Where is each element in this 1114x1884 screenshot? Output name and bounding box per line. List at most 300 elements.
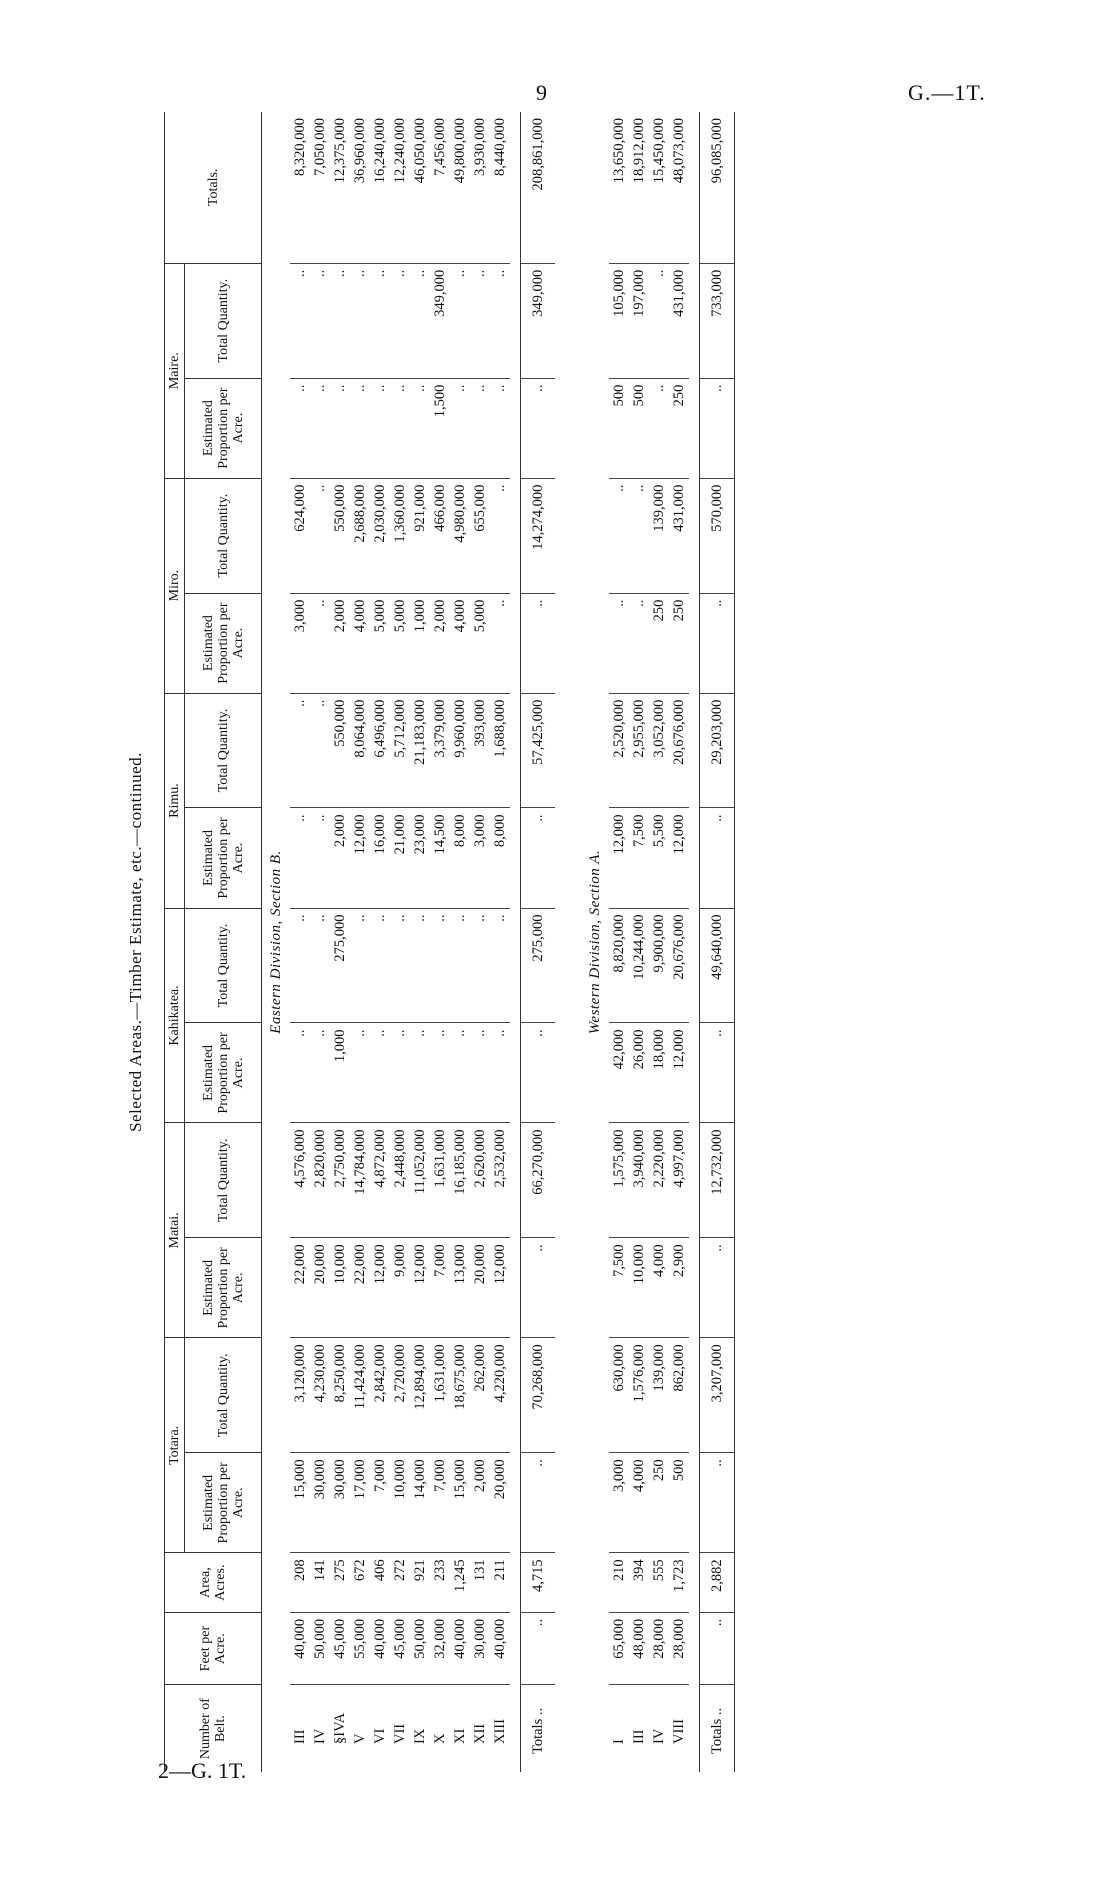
table-cell: .. xyxy=(390,908,410,1023)
table-cell: 7,000 xyxy=(430,1238,450,1338)
table-cell: 15,000 xyxy=(450,1453,470,1553)
table-cell: 6,496,000 xyxy=(370,693,390,808)
table-row xyxy=(649,112,669,1772)
table-cell: 2,220,000 xyxy=(649,1123,669,1238)
table-cell: 2,688,000 xyxy=(350,478,370,593)
table-cell: 55,000 xyxy=(350,1612,370,1684)
table-cell: 2,448,000 xyxy=(390,1123,410,1238)
subheader-total-quantity: Total Quantity. xyxy=(185,478,262,593)
table-cell: 16,240,000 xyxy=(370,112,390,263)
table-cell: .. xyxy=(490,593,510,693)
row-label: XI xyxy=(452,1728,468,1744)
table-cell: 8,000 xyxy=(490,808,510,908)
table-cell: 2,820,000 xyxy=(310,1123,330,1238)
row-label: VI xyxy=(372,1728,388,1744)
table-cell: 4,000 xyxy=(649,1238,669,1338)
table-cell: 1,575,000 xyxy=(609,1123,629,1238)
row-label: §IVA xyxy=(332,1712,348,1744)
table-cell: 250 xyxy=(669,378,689,478)
table-cell: 7,050,000 xyxy=(310,112,330,263)
subheader-estimated-proportion: Estimated Proportion per Acre. xyxy=(185,593,262,693)
table-cell: 2,882 xyxy=(700,1553,735,1613)
table-cell: 45,000 xyxy=(330,1612,350,1684)
table-cell: 4,000 xyxy=(629,1453,649,1553)
table-cell: 4,997,000 xyxy=(669,1123,689,1238)
subheader-total-quantity: Total Quantity. xyxy=(185,1338,262,1453)
table-cell: .. xyxy=(450,1023,470,1123)
table-cell: 48,073,000 xyxy=(669,112,689,263)
header-matai: Matai. xyxy=(165,1123,185,1338)
table-cell: 12,894,000 xyxy=(410,1338,430,1453)
table-cell: 20,000 xyxy=(490,1453,510,1553)
row-label: IX xyxy=(412,1728,428,1744)
table-cell: 262,000 xyxy=(470,1338,490,1453)
footer-reference: 2—G. 1T. xyxy=(158,1758,247,1783)
row-label: III xyxy=(631,1729,647,1744)
section-title-row xyxy=(262,112,291,1772)
table-cell: 42,000 xyxy=(609,1023,629,1123)
table-cell: 26,000 xyxy=(629,1023,649,1123)
table-cell: .. xyxy=(490,263,510,378)
table-cell: 1,360,000 xyxy=(390,478,410,593)
table-cell: .. xyxy=(390,263,410,378)
row-label: VII xyxy=(392,1723,408,1744)
table-cell: 431,000 xyxy=(669,263,689,378)
table-cell: .. xyxy=(370,378,390,478)
table-cell: 21,183,000 xyxy=(410,693,430,808)
table-cell: 555 xyxy=(649,1553,669,1613)
table-cell: 233 xyxy=(430,1553,450,1613)
table-cell: 66,270,000 xyxy=(521,1123,556,1238)
table-cell: .. xyxy=(430,1023,450,1123)
table-cell: 23,000 xyxy=(410,808,430,908)
table-cell: 431,000 xyxy=(669,478,689,593)
table-cell: 2,842,000 xyxy=(370,1338,390,1453)
table-cell: 40,000 xyxy=(370,1612,390,1684)
table-cell: 349,000 xyxy=(430,263,450,378)
document-reference: G.—1T. xyxy=(908,80,986,105)
table-cell: .. xyxy=(350,1023,370,1123)
table-cell: 49,800,000 xyxy=(450,112,470,263)
table-cell: 141 xyxy=(310,1553,330,1613)
table-cell: 2,720,000 xyxy=(390,1338,410,1453)
table-cell: 46,050,000 xyxy=(410,112,430,263)
table-cell: 550,000 xyxy=(330,693,350,808)
table-cell: 5,712,000 xyxy=(390,693,410,808)
table-cell: 921 xyxy=(410,1553,430,1613)
table-row xyxy=(350,112,370,1772)
table-cell: 50,000 xyxy=(310,1612,330,1684)
header-row-subcolumns xyxy=(185,112,262,1772)
table-row xyxy=(370,112,390,1772)
table-cell: 15,000 xyxy=(290,1453,310,1553)
table-cell: 16,185,000 xyxy=(450,1123,470,1238)
table-cell: 13,650,000 xyxy=(609,112,629,263)
table-cell: 7,500 xyxy=(629,808,649,908)
table-cell: 12,732,000 xyxy=(700,1123,735,1238)
table-cell: 394 xyxy=(629,1553,649,1613)
header-totals: Totals. xyxy=(165,112,262,263)
rotated-table-sheet xyxy=(108,112,822,1772)
table-cell: 20,000 xyxy=(470,1238,490,1338)
table-cell: 5,500 xyxy=(649,808,669,908)
table-cell: 22,000 xyxy=(350,1238,370,1338)
totals-row xyxy=(700,112,735,1772)
table-cell: 57,425,000 xyxy=(521,693,556,808)
table-cell: .. xyxy=(700,593,735,693)
header-row-species xyxy=(165,112,185,1772)
table-cell: 10,000 xyxy=(629,1238,649,1338)
table-cell: .. xyxy=(350,378,370,478)
table-row xyxy=(390,112,410,1772)
table-cell: .. xyxy=(700,378,735,478)
header-miro: Miro. xyxy=(165,478,185,693)
header-belt: Number of Belt. xyxy=(165,1685,262,1772)
table-cell: 250 xyxy=(669,593,689,693)
table-cell: .. xyxy=(521,1612,556,1684)
table-cell: 45,000 xyxy=(390,1612,410,1684)
table-cell: 8,250,000 xyxy=(330,1338,350,1453)
table-cell: 11,052,000 xyxy=(410,1123,430,1238)
table-cell: 4,230,000 xyxy=(310,1338,330,1453)
table-cell: 7,500 xyxy=(609,1238,629,1338)
table-cell: .. xyxy=(490,1023,510,1123)
table-cell: .. xyxy=(310,378,330,478)
table-cell: .. xyxy=(410,263,430,378)
table-cell: 9,000 xyxy=(390,1238,410,1338)
table-cell: 4,220,000 xyxy=(490,1338,510,1453)
table-cell: .. xyxy=(330,378,350,478)
table-cell: 275 xyxy=(330,1553,350,1613)
table-cell: 2,750,000 xyxy=(330,1123,350,1238)
table-cell: 275,000 xyxy=(330,908,350,1023)
table-cell: 40,000 xyxy=(450,1612,470,1684)
table-cell: 5,000 xyxy=(370,593,390,693)
section-title-row xyxy=(581,112,609,1772)
table-cell: .. xyxy=(700,1023,735,1123)
table-cell: 12,000 xyxy=(669,808,689,908)
table-cell: 2,000 xyxy=(430,593,450,693)
table-cell: 36,960,000 xyxy=(350,112,370,263)
subheader-total-quantity: Total Quantity. xyxy=(185,1123,262,1238)
timber-estimate-table xyxy=(164,112,735,1772)
table-cell: 105,000 xyxy=(609,263,629,378)
table-cell: 1,723 xyxy=(669,1553,689,1613)
page-number: 9 xyxy=(536,80,547,105)
table-cell: 22,000 xyxy=(290,1238,310,1338)
row-label: VIII xyxy=(671,1719,687,1744)
table-cell: 65,000 xyxy=(609,1612,629,1684)
table-cell: 40,000 xyxy=(490,1612,510,1684)
table-cell: 2,000 xyxy=(330,593,350,693)
table-cell: .. xyxy=(350,908,370,1023)
table-cell: 208,861,000 xyxy=(521,112,556,263)
table-cell: 1,000 xyxy=(330,1023,350,1123)
table-cell: 2,532,000 xyxy=(490,1123,510,1238)
table-cell: 921,000 xyxy=(410,478,430,593)
table-title: Selected Areas.—Timber Estimate, etc.—continued. xyxy=(126,752,145,1132)
table-cell: .. xyxy=(290,808,310,908)
table-cell: 49,640,000 xyxy=(700,908,735,1023)
table-row xyxy=(310,112,330,1772)
subheader-total-quantity: Total Quantity. xyxy=(185,908,262,1023)
table-cell: 131 xyxy=(470,1553,490,1613)
table-cell: 70,268,000 xyxy=(521,1338,556,1453)
table-cell: 50,000 xyxy=(410,1612,430,1684)
row-label: IV xyxy=(312,1728,328,1744)
table-cell: 3,379,000 xyxy=(430,693,450,808)
header-feet-per-acre: Feet per Acre. xyxy=(165,1612,262,1684)
table-cell: 9,960,000 xyxy=(450,693,470,808)
table-cell: 14,500 xyxy=(430,808,450,908)
header-rimu: Rimu. xyxy=(165,693,185,908)
subheader-estimated-proportion: Estimated Proportion per Acre. xyxy=(185,378,262,478)
table-cell: 1,000 xyxy=(410,593,430,693)
table-cell: 8,440,000 xyxy=(490,112,510,263)
table-cell: .. xyxy=(470,378,490,478)
row-label: III xyxy=(292,1729,308,1744)
table-cell: 630,000 xyxy=(609,1338,629,1453)
table-cell: 7,000 xyxy=(370,1453,390,1553)
table-cell: 30,000 xyxy=(330,1453,350,1553)
table-cell: .. xyxy=(700,1612,735,1684)
row-label: V xyxy=(352,1733,368,1744)
table-cell: 2,000 xyxy=(470,1453,490,1553)
table-cell: 10,244,000 xyxy=(629,908,649,1023)
table-row xyxy=(450,112,470,1772)
table-cell: 12,000 xyxy=(370,1238,390,1338)
table-cell: 139,000 xyxy=(649,478,669,593)
table-cell: 250 xyxy=(649,1453,669,1553)
table-cell: 3,052,000 xyxy=(649,693,669,808)
table-cell: .. xyxy=(521,1453,556,1553)
table-cell: 4,980,000 xyxy=(450,478,470,593)
table-cell: 3,207,000 xyxy=(700,1338,735,1453)
table-cell: .. xyxy=(470,1023,490,1123)
section-title: Western Division, Section A. xyxy=(587,849,603,1035)
table-cell: .. xyxy=(330,263,350,378)
subheader-total-quantity: Total Quantity. xyxy=(185,693,262,808)
table-cell: 197,000 xyxy=(629,263,649,378)
table-cell: .. xyxy=(490,378,510,478)
table-cell: 14,274,000 xyxy=(521,478,556,593)
table-cell: .. xyxy=(290,908,310,1023)
table-cell: .. xyxy=(310,593,330,693)
table-cell: 4,715 xyxy=(521,1553,556,1613)
table-cell: .. xyxy=(470,908,490,1023)
table-cell: 570,000 xyxy=(700,478,735,593)
table-cell: 624,000 xyxy=(290,478,310,593)
subheader-estimated-proportion: Estimated Proportion per Acre. xyxy=(185,1238,262,1338)
table-cell: 2,900 xyxy=(669,1238,689,1338)
table-row xyxy=(470,112,490,1772)
table-cell: 20,676,000 xyxy=(669,908,689,1023)
table-row xyxy=(290,112,310,1772)
row-label: XII xyxy=(472,1723,488,1744)
table-cell: 30,000 xyxy=(470,1612,490,1684)
table-cell: 11,424,000 xyxy=(350,1338,370,1453)
table-cell: 12,375,000 xyxy=(330,112,350,263)
table-cell: 8,820,000 xyxy=(609,908,629,1023)
row-label: Totals .. xyxy=(521,1685,556,1772)
table-cell: 3,940,000 xyxy=(629,1123,649,1238)
table-cell: 733,000 xyxy=(700,263,735,378)
table-row xyxy=(490,112,510,1772)
table-cell: .. xyxy=(370,1023,390,1123)
table-cell: 210 xyxy=(609,1553,629,1613)
table-cell: 4,872,000 xyxy=(370,1123,390,1238)
table-body xyxy=(262,112,735,1772)
table-cell: 250 xyxy=(649,593,669,693)
table-cell: .. xyxy=(450,263,470,378)
table-cell: 500 xyxy=(629,378,649,478)
table-cell: .. xyxy=(410,378,430,478)
table-cell: .. xyxy=(290,693,310,808)
table-cell: .. xyxy=(310,693,330,808)
table-cell: .. xyxy=(521,593,556,693)
spacer-row xyxy=(555,112,581,1772)
table-cell: .. xyxy=(290,378,310,478)
table-cell: 550,000 xyxy=(330,478,350,593)
table-cell: 655,000 xyxy=(470,478,490,593)
table-row xyxy=(430,112,450,1772)
table-cell: 672 xyxy=(350,1553,370,1613)
table-cell: 48,000 xyxy=(629,1612,649,1684)
table-cell: .. xyxy=(700,808,735,908)
table-cell: .. xyxy=(609,593,629,693)
table-cell: 20,676,000 xyxy=(669,693,689,808)
table-cell: 275,000 xyxy=(521,908,556,1023)
table-cell: 28,000 xyxy=(649,1612,669,1684)
table-cell: .. xyxy=(310,478,330,593)
table-cell: .. xyxy=(470,263,490,378)
table-cell: 29,203,000 xyxy=(700,693,735,808)
subheader-estimated-proportion: Estimated Proportion per Acre. xyxy=(185,808,262,908)
section-title: Eastern Division, Section B. xyxy=(268,850,284,1034)
table-cell: 8,064,000 xyxy=(350,693,370,808)
table-cell: 12,000 xyxy=(490,1238,510,1338)
table-cell: .. xyxy=(609,478,629,593)
table-cell: 12,000 xyxy=(669,1023,689,1123)
header-area: Area, Acres. xyxy=(165,1553,262,1613)
table-cell: 406 xyxy=(370,1553,390,1613)
table-cell: 7,000 xyxy=(430,1453,450,1553)
table-cell: .. xyxy=(370,263,390,378)
table-cell: 2,030,000 xyxy=(370,478,390,593)
table-cell: .. xyxy=(310,263,330,378)
table-cell: .. xyxy=(310,808,330,908)
table-cell: .. xyxy=(310,1023,330,1123)
table-cell: 466,000 xyxy=(430,478,450,593)
table-cell: 1,631,000 xyxy=(430,1123,450,1238)
table-cell: 32,000 xyxy=(430,1612,450,1684)
table-cell: 4,000 xyxy=(350,593,370,693)
table-cell: 2,000 xyxy=(330,808,350,908)
table-cell: 10,000 xyxy=(390,1453,410,1553)
table-row xyxy=(609,112,629,1772)
table-row xyxy=(629,112,649,1772)
table-cell: 96,085,000 xyxy=(700,112,735,263)
table-cell: .. xyxy=(649,263,669,378)
table-cell: 5,000 xyxy=(470,593,490,693)
table-cell: 21,000 xyxy=(390,808,410,908)
table-cell: .. xyxy=(410,1023,430,1123)
table-cell: .. xyxy=(450,908,470,1023)
table-cell: 1,688,000 xyxy=(490,693,510,808)
table-cell: 13,000 xyxy=(450,1238,470,1338)
table-cell: 30,000 xyxy=(310,1453,330,1553)
table-cell: 3,930,000 xyxy=(470,112,490,263)
table-cell: 1,576,000 xyxy=(629,1338,649,1453)
table-cell: 12,000 xyxy=(350,808,370,908)
table-cell: .. xyxy=(521,378,556,478)
table-cell: 17,000 xyxy=(350,1453,370,1553)
table-cell: 18,000 xyxy=(649,1023,669,1123)
table-cell: .. xyxy=(390,1023,410,1123)
table-cell: 40,000 xyxy=(290,1612,310,1684)
table-cell: .. xyxy=(521,1023,556,1123)
table-cell: 3,000 xyxy=(470,808,490,908)
table-cell: .. xyxy=(290,1023,310,1123)
table-cell: 8,000 xyxy=(450,808,470,908)
table-cell: 1,631,000 xyxy=(430,1338,450,1453)
table-cell: 9,900,000 xyxy=(649,908,669,1023)
table-cell: 28,000 xyxy=(669,1612,689,1684)
table-cell: .. xyxy=(629,478,649,593)
table-cell: .. xyxy=(490,908,510,1023)
row-label: I xyxy=(611,1739,627,1744)
table-cell: 14,784,000 xyxy=(350,1123,370,1238)
table-row xyxy=(669,112,689,1772)
table-cell: 15,450,000 xyxy=(649,112,669,263)
table-row xyxy=(330,112,350,1772)
table-cell: 3,000 xyxy=(290,593,310,693)
table-cell: 1,245 xyxy=(450,1553,470,1613)
table-cell: 500 xyxy=(609,378,629,478)
table-cell: 7,456,000 xyxy=(430,112,450,263)
table-cell: 10,000 xyxy=(330,1238,350,1338)
table-cell: .. xyxy=(410,908,430,1023)
table-cell: 208 xyxy=(290,1553,310,1613)
table-row xyxy=(410,112,430,1772)
table-cell: 4,576,000 xyxy=(290,1123,310,1238)
table-cell: 18,675,000 xyxy=(450,1338,470,1453)
row-label: Totals .. xyxy=(700,1685,735,1772)
table-cell: .. xyxy=(390,378,410,478)
table-cell: .. xyxy=(450,378,470,478)
totals-row xyxy=(521,112,556,1772)
table-cell: .. xyxy=(430,908,450,1023)
row-label: IV xyxy=(651,1728,667,1744)
table-cell: .. xyxy=(521,1238,556,1338)
row-label: XIII xyxy=(492,1719,508,1744)
spacer-row xyxy=(510,112,521,1772)
table-cell: 8,320,000 xyxy=(290,112,310,263)
table-cell: 393,000 xyxy=(470,693,490,808)
table-cell: 18,912,000 xyxy=(629,112,649,263)
table-cell: 2,620,000 xyxy=(470,1123,490,1238)
table-cell: 2,955,000 xyxy=(629,693,649,808)
table-cell: 12,000 xyxy=(609,808,629,908)
table-cell: .. xyxy=(649,378,669,478)
row-label: X xyxy=(432,1733,448,1744)
header-totara: Totara. xyxy=(165,1338,185,1553)
table-cell: .. xyxy=(490,478,510,593)
table-cell: .. xyxy=(521,808,556,908)
spacer-row xyxy=(689,112,700,1772)
table-cell: 139,000 xyxy=(649,1338,669,1453)
table-cell: 12,240,000 xyxy=(390,112,410,263)
